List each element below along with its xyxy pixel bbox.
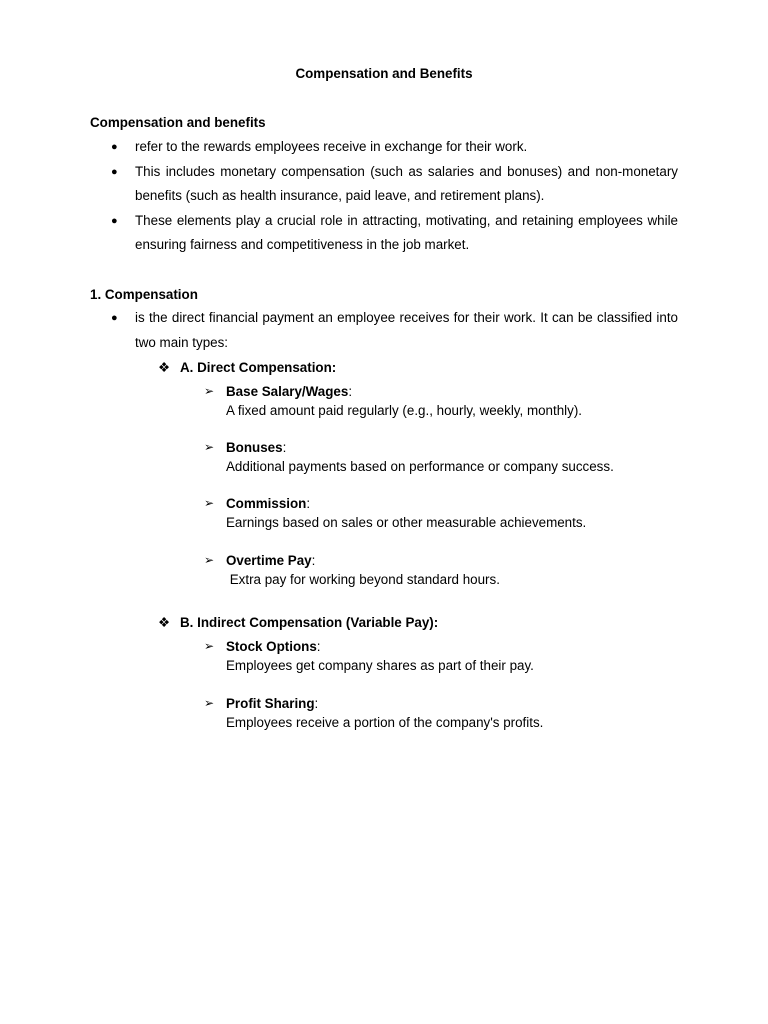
arrow-bullet-icon: ➢	[204, 496, 215, 510]
bullet-text: These elements play a crucial role in attracting, motivating, and retaining employees while ensuring fairness and competitiveness in the job market.	[135, 212, 678, 252]
intro-bullet-item	[90, 135, 678, 160]
item-description: Additional payments based on performance or company success.	[226, 459, 614, 474]
indirect-compensation-heading	[158, 615, 438, 631]
item-term: Stock Options	[226, 639, 317, 654]
intro-bullet-item	[90, 209, 678, 258]
bullet-text: is the direct financial payment an employee receives for their work. It can be classified into two main types:	[135, 310, 678, 350]
item-colon: :	[306, 496, 311, 511]
item-description: Extra pay for working beyond standard hours.	[226, 572, 500, 587]
arrow-bullet-icon: ➢	[204, 384, 215, 398]
item-description: Employees receive a portion of the company's profits.	[226, 715, 544, 730]
item-description: A fixed amount paid regularly (e.g., hourly, weekly, monthly).	[226, 403, 583, 418]
subheading-text: A. Direct Compensation:	[180, 360, 337, 375]
direct-compensation-heading	[158, 360, 336, 376]
item-colon: :	[282, 440, 287, 455]
arrow-bullet-icon: ➢	[204, 639, 215, 653]
compensation-bullet-list	[90, 306, 678, 355]
bullet-icon: ●	[111, 312, 118, 324]
bullet-text: refer to the rewards employees receive in exchange for their work.	[135, 139, 528, 154]
item-term: Overtime Pay	[226, 553, 312, 568]
intro-bullet-item	[90, 160, 678, 209]
item-description: Employees get company shares as part of their pay.	[226, 658, 534, 673]
bullet-icon: ●	[111, 165, 118, 178]
item-colon: :	[348, 384, 353, 399]
compensation-bullet-item	[90, 306, 678, 355]
document-title: Compensation and Benefits	[295, 66, 473, 81]
intro-heading: Compensation and benefits	[90, 115, 266, 130]
intro-bullet-list	[90, 135, 678, 258]
bullet-icon: ●	[111, 214, 118, 227]
item-colon: :	[314, 696, 319, 711]
item-term: Profit Sharing	[226, 696, 315, 711]
diamond-bullet-icon: ❖	[158, 615, 171, 630]
diamond-bullet-icon: ❖	[158, 360, 171, 375]
arrow-bullet-icon: ➢	[204, 553, 215, 567]
bullet-text: This includes monetary compensation (such as salaries and bonuses) and non-monetary benefits (such as health insurance, paid leave, and retirement plans).	[135, 163, 678, 203]
item-colon: :	[311, 553, 316, 568]
item-term: Commission	[226, 496, 307, 511]
item-colon: :	[316, 639, 321, 654]
arrow-bullet-icon: ➢	[204, 440, 215, 454]
item-term: Base Salary/Wages	[226, 384, 349, 399]
arrow-bullet-icon: ➢	[204, 696, 215, 710]
item-term: Bonuses	[226, 440, 283, 455]
subheading-text: B. Indirect Compensation (Variable Pay):	[180, 615, 439, 630]
bullet-icon: ●	[111, 141, 118, 153]
item-description: Earnings based on sales or other measurable achievements.	[226, 515, 587, 530]
section-heading-compensation: 1. Compensation	[90, 287, 198, 302]
